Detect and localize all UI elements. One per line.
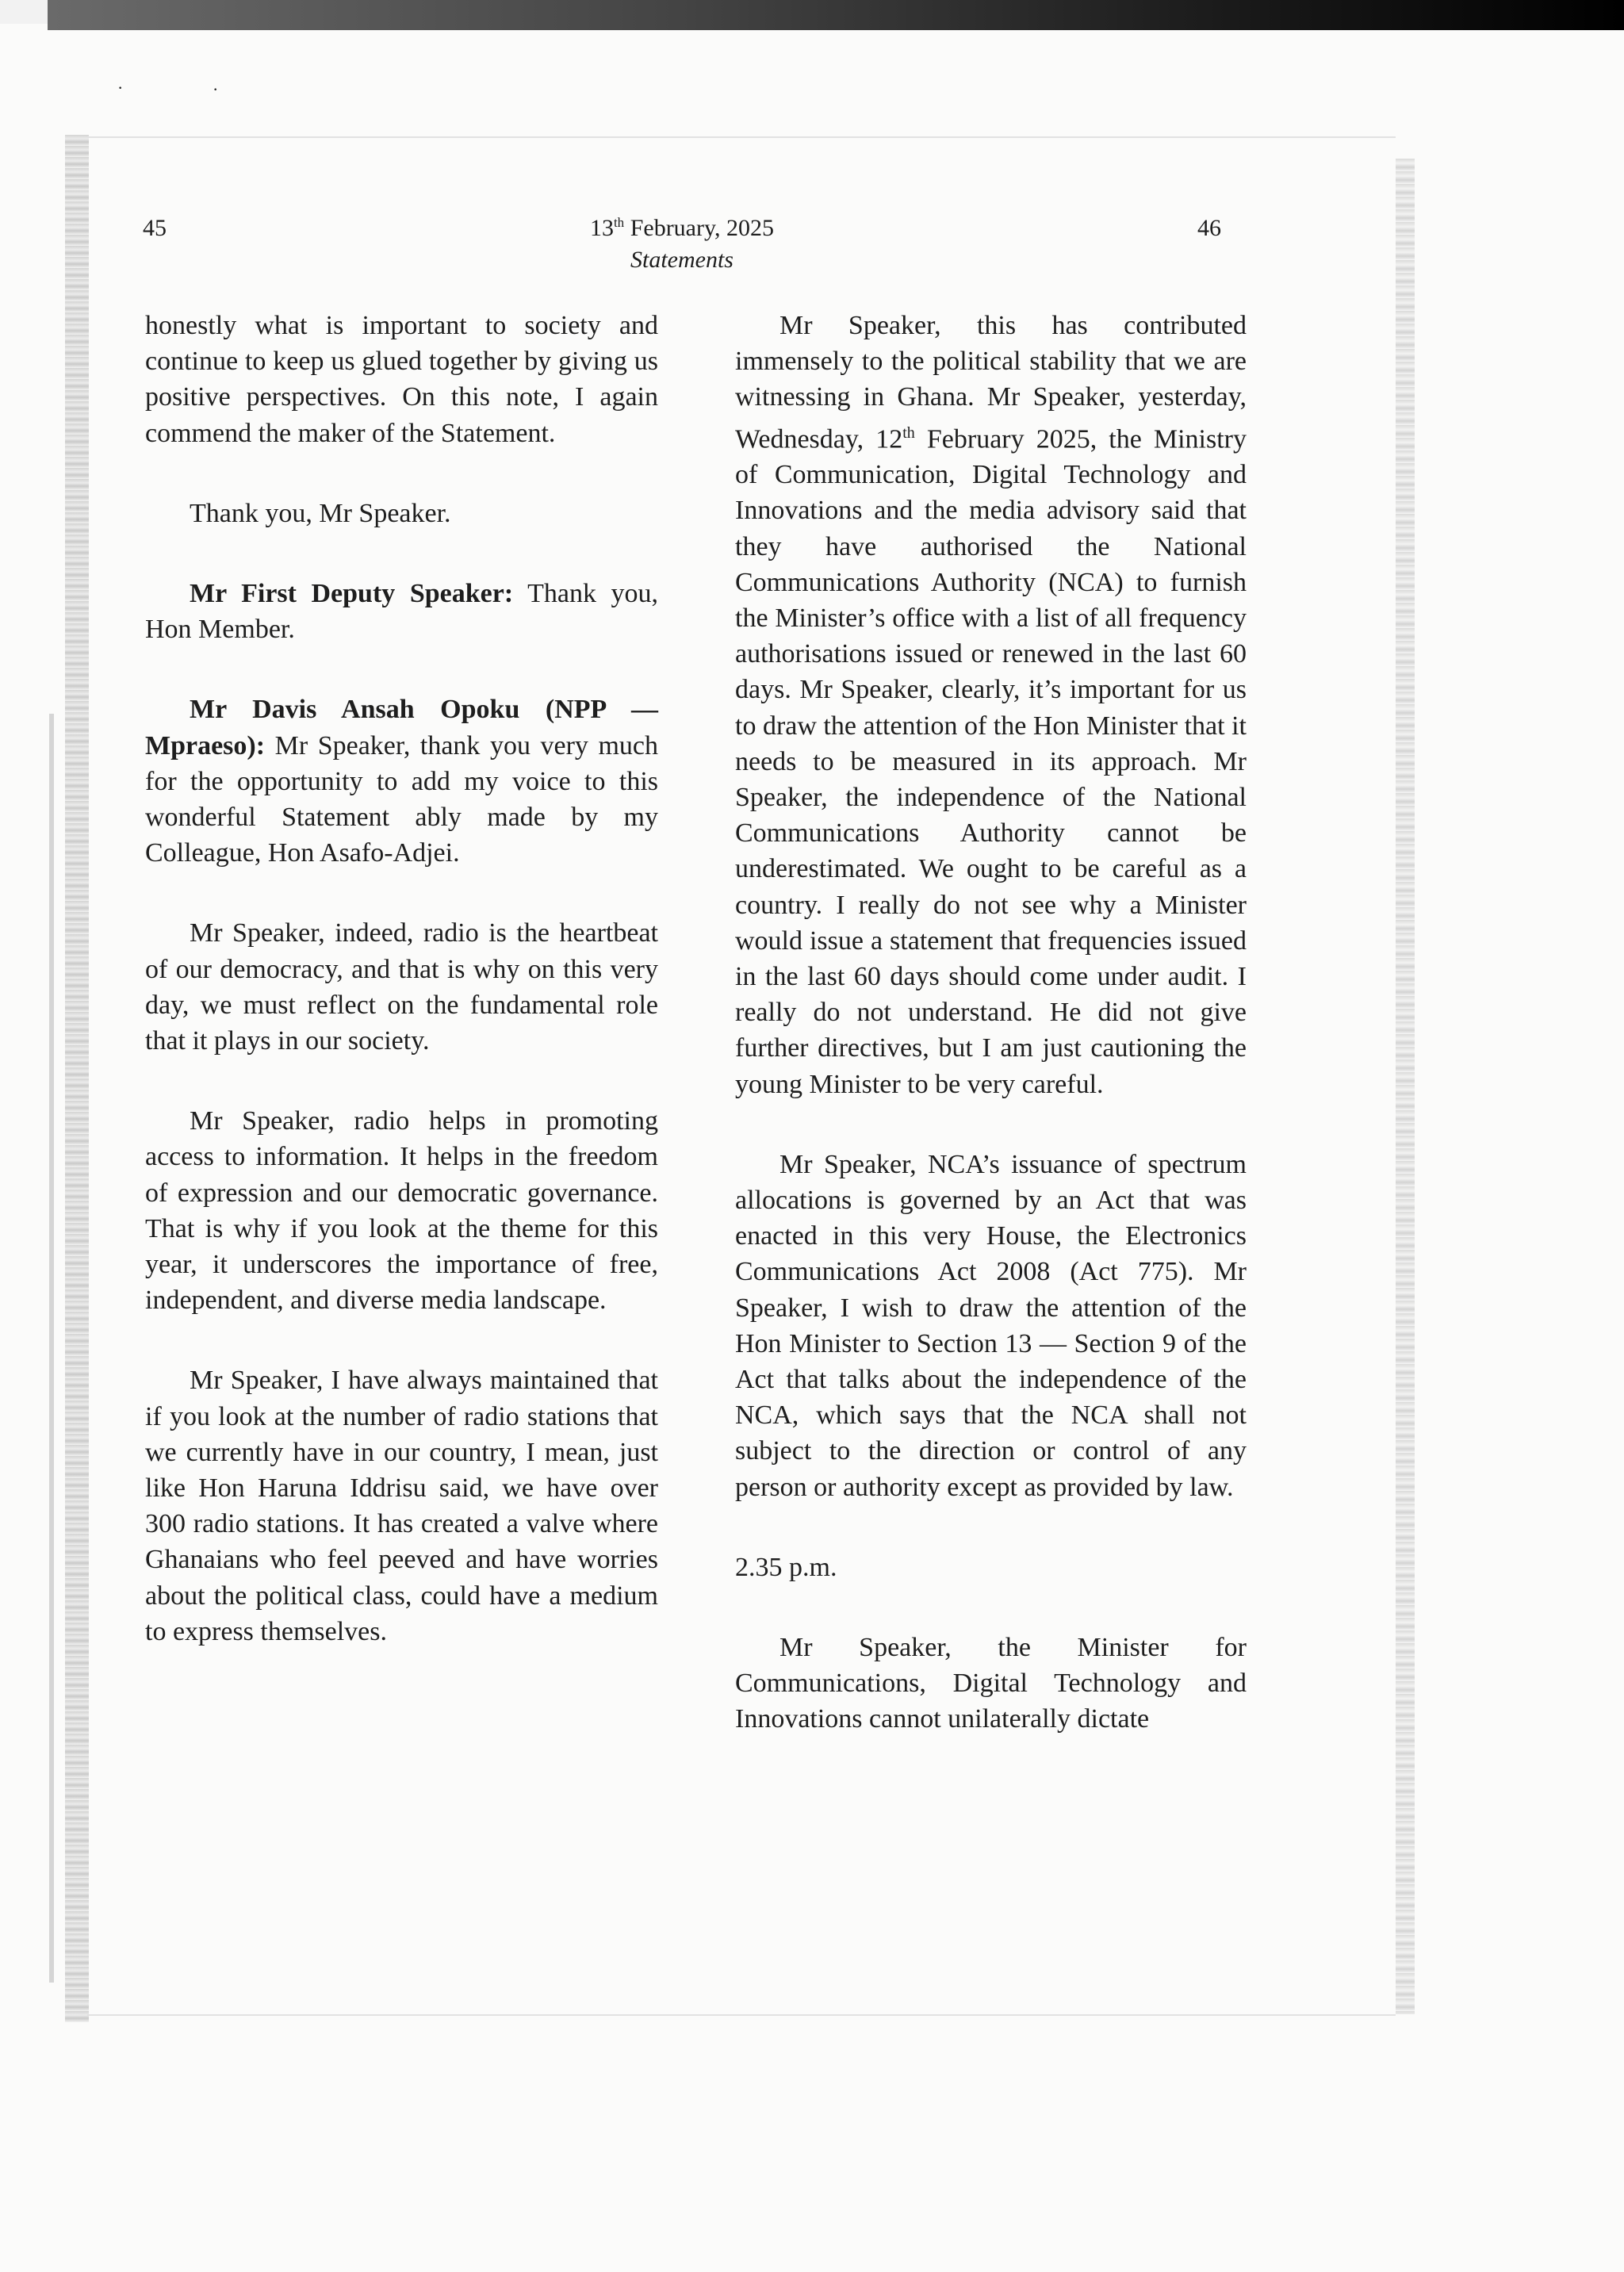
timestamp: 2.35 p.m. bbox=[735, 1552, 837, 1582]
sitting-date bbox=[143, 215, 1221, 242]
paragraph: Mr Speaker, the Minister for Communications, Digital Technology and Innovations cannot unilaterally dictate bbox=[735, 1633, 1247, 1734]
page-border-bottom bbox=[87, 2014, 1396, 2016]
right-column bbox=[735, 308, 1247, 1782]
speech-text: February 2025, the Ministry of Communication, Digital Technology and Innovations and the media advisory said that they have authorised the National Communications Authority (NCA) to furnish the Minister’s office with a list of all frequency authorisations issued or renewed in the last 60 days. Mr Speaker, clearly, it’s important for us to draw the attention of the Hon Minister that it needs to be measured in its approach. Mr Speaker, the independence of the National Communications Authority cannot be underestimated. We ought to be careful as a country. I really do not see why a Minister would issue a statement that frequencies issued in the last 60 days should come under audit. I really do not understand. He did not give further directives, but I am just cautioning the young Minister to be very careful. bbox=[735, 423, 1247, 1099]
page-number-right: 46 bbox=[1197, 215, 1221, 241]
date-day: 13 bbox=[589, 215, 614, 241]
page-header bbox=[143, 210, 1221, 282]
speaker-name: Mr Davis Ansah Opoku (NPP — Mpraeso): bbox=[145, 695, 658, 761]
paragraph: Mr Speaker, indeed, radio is the heartbeat of our democracy, and that is why on this very day, we must reflect on the fundamental role that it plays in our society. bbox=[145, 918, 658, 1056]
left-column bbox=[145, 308, 658, 1694]
paragraph: Mr Speaker, radio helps in promoting access to information. It helps in the freedom of expression and our democratic governance. That is why if you look at the theme for this year, it underscores the importance of free, independent, and diverse media landscape. bbox=[145, 1106, 658, 1316]
scan-speck: · bbox=[117, 78, 124, 98]
paragraph: Thank you, Mr Speaker. bbox=[190, 498, 451, 528]
page-border-top bbox=[87, 136, 1396, 138]
paragraph: Mr Speaker, I have always maintained that if you look at the number of radio stations that we currently have in our country, I mean, just like Hon Haruna Iddrisu said, we have over 300 radio stations. It has created a valve where Ghanaians who feel peeved and have worries about the political class, could have a medium to express themselves. bbox=[145, 1366, 658, 1646]
date-rest: February, 2025 bbox=[624, 215, 775, 241]
scan-speck: · bbox=[213, 79, 219, 99]
paragraph: Mr Speaker, NCA’s issuance of spectrum allocations is governed by an Act that was enacted in this very House, the Electronics Communications Act 2008 (Act 775). Mr Speaker, I wish to draw the attention of the Hon Minister to Section 13 — Section 9 of the Act that talks about the independence of the NCA, which says that the NCA shall not subject to the direction or control of any person or authority except as provided by law. bbox=[735, 1149, 1247, 1502]
speech-text: Mr Speaker, thank you very much for the opportunity to add my voice to this wonderful Statement ably made by my Colleague, Hon Asafo-Adjei. bbox=[145, 730, 658, 868]
paragraph: honestly what is important to society and continue to keep us glued together by giving us positive perspectives. On this note, I again commend the maker of the Statement. bbox=[145, 311, 658, 448]
page-number-left: 45 bbox=[143, 215, 167, 241]
page-shadow-left bbox=[49, 714, 54, 1983]
page-binding-edge-left bbox=[65, 135, 89, 2022]
section-title: Statements bbox=[630, 247, 733, 273]
paragraph bbox=[145, 692, 658, 871]
ordinal-suffix: th bbox=[902, 423, 915, 442]
page-binding-edge-right bbox=[1396, 159, 1415, 2014]
scan-top-shadow bbox=[48, 0, 1624, 30]
speech-text: Mr Speaker, this has contributed immensely to the political stability that we are witnessing in Ghana. Mr Speaker, yesterday, Wednesday, 12 bbox=[735, 311, 1247, 454]
speaker-name: Mr First Deputy Speaker: bbox=[190, 579, 514, 609]
speech-text: Thank you, Hon Member. bbox=[145, 579, 658, 645]
date-suffix: th bbox=[613, 215, 625, 230]
paragraph bbox=[145, 576, 658, 647]
scan-top-margin bbox=[0, 0, 48, 24]
paragraph bbox=[735, 308, 1247, 1102]
